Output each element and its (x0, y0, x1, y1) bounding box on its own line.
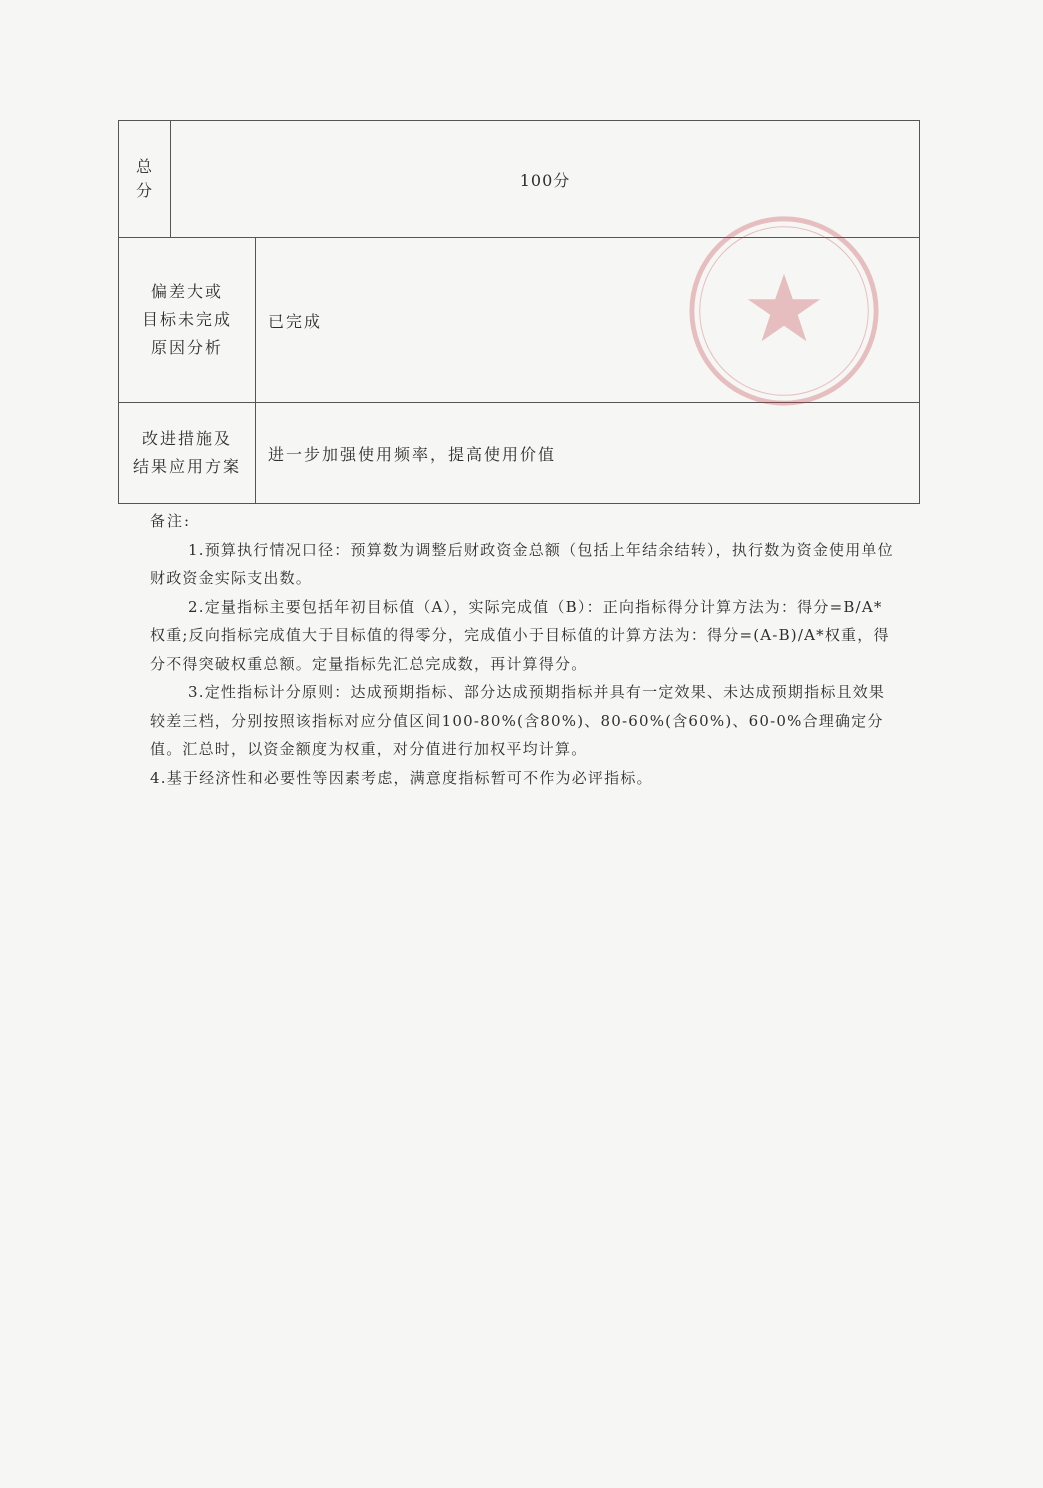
note-item-1: 1.预算执行情况口径：预算数为调整后财政资金总额（包括上年结余结转），执行数为资金使用单位财政资金实际支出数。 (150, 540, 894, 587)
deviation-analysis-value: 已完成 (268, 311, 323, 331)
deviation-analysis-row (119, 238, 919, 403)
note-item-2: 2.定量指标主要包括年初目标值（A），实际完成值（B）：正向指标得分计算方法为：得分=B/A*权重;反向指标完成值大于目标值的得零分，完成值小于目标值的计算方法为：得分=(A-B)/A*权重，得分不得突破权重总额。定量指标先汇总完成数，再计算得分。 (150, 597, 890, 673)
total-score-label-char-2: 分 (135, 181, 153, 200)
improvement-measures-value: 进一步加强使用频率，提高使用价值 (268, 444, 557, 464)
note-item-3: 3.定性指标计分原则：达成预期指标、部分达成预期指标并具有一定效果、未达成预期指标且效果较差三档，分别按照该指标对应分值区间100-80%(含80%)、80-60%(含60%)、60-0%合理确定分值。汇总时，以资金额度为权重，对分值进行加权平均计算。 (150, 683, 886, 758)
note-item-4: 4.基于经济性和必要性等因素考虑，满意度指标暂可不作为必评指标。 (150, 768, 653, 787)
improvement-label-line-1: 改进措施及 (141, 429, 232, 448)
improvement-measures-row (119, 403, 919, 503)
deviation-label-line-3: 原因分析 (150, 338, 223, 357)
total-score-row (119, 121, 919, 238)
deviation-label-line-2: 目标未完成 (141, 310, 232, 329)
improvement-label-line-2: 结果应用方案 (132, 457, 241, 476)
evaluation-table (118, 120, 920, 504)
notes-section (150, 507, 895, 792)
improvement-measures-label (119, 403, 256, 503)
deviation-label-line-1: 偏差大或 (150, 282, 223, 301)
total-score-value: 100分 (519, 170, 571, 190)
deviation-analysis-label (119, 238, 256, 402)
notes-title: 备注: (150, 512, 192, 530)
total-score-label-char-1: 总 (135, 157, 153, 176)
total-score-label (119, 121, 171, 237)
